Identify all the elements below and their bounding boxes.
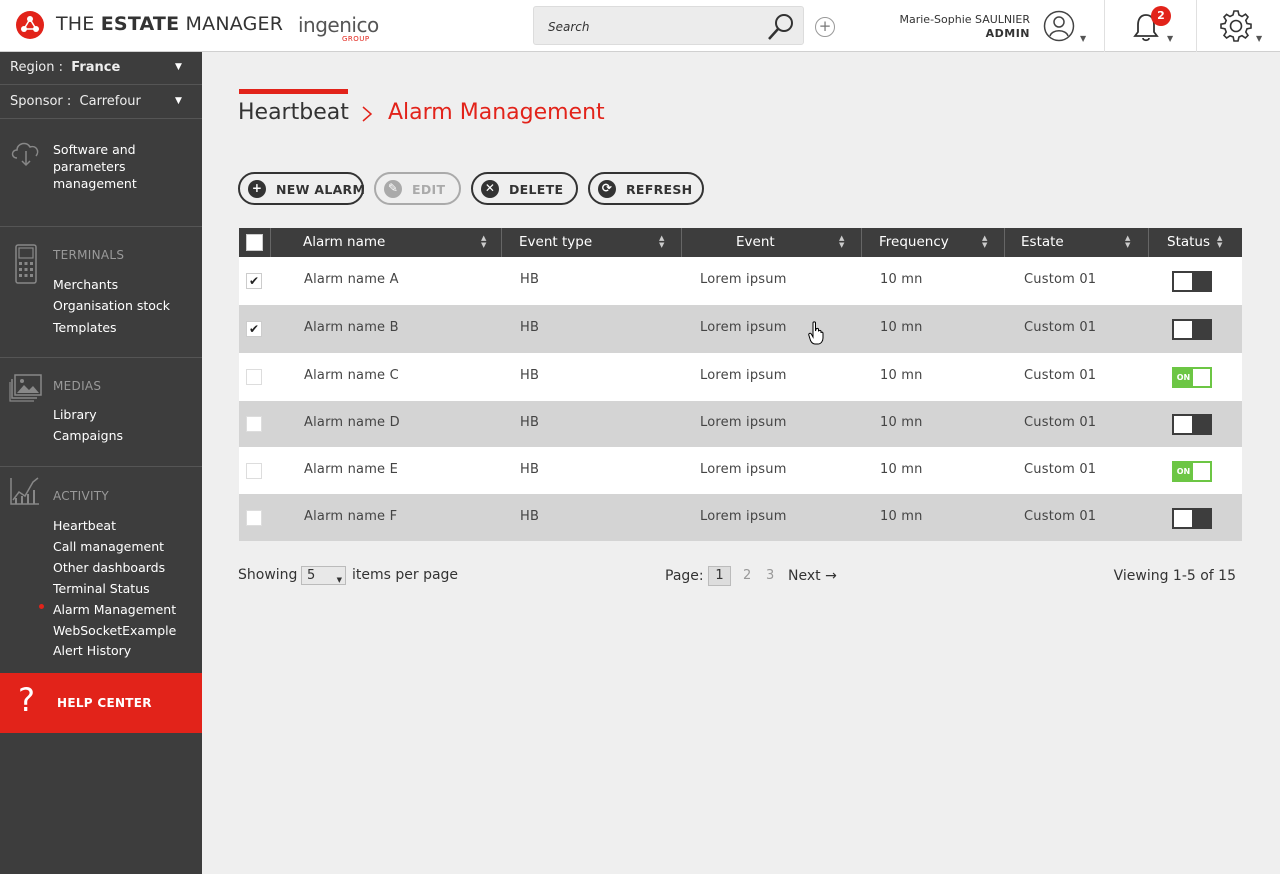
sidebar-item-terminal-status[interactable]: Terminal Status bbox=[53, 581, 150, 596]
delete-button[interactable] bbox=[471, 172, 578, 205]
next-page-button[interactable]: Next → bbox=[788, 568, 837, 584]
new-alarm-label: NEW ALARM bbox=[276, 182, 366, 197]
table-header bbox=[239, 228, 1242, 257]
status-toggle[interactable] bbox=[1172, 508, 1212, 529]
estate-manager-logo-icon bbox=[16, 11, 44, 39]
event-type-cell: HB bbox=[520, 272, 540, 287]
page-3-button[interactable]: 3 bbox=[766, 568, 775, 583]
row-checkbox[interactable]: ✔ bbox=[246, 273, 262, 289]
terminal-device-icon bbox=[14, 244, 38, 284]
event-type-cell: HB bbox=[520, 462, 540, 477]
activity-chart-icon bbox=[9, 476, 41, 506]
viewing-range: Viewing 1-5 of 15 bbox=[1113, 568, 1236, 584]
page-title: Alarm Management bbox=[388, 100, 605, 125]
sidebar bbox=[0, 52, 202, 874]
status-toggle[interactable] bbox=[1172, 319, 1212, 340]
estate-cell: Custom 01 bbox=[1024, 368, 1097, 383]
terminals-section bbox=[0, 228, 202, 358]
sort-icon: ▲ ▼ bbox=[1217, 234, 1223, 249]
activity-section bbox=[0, 468, 202, 672]
search-input[interactable] bbox=[548, 17, 758, 37]
medias-title: MEDIAS bbox=[53, 379, 102, 393]
sidebar-item-campaigns[interactable]: Campaigns bbox=[53, 428, 124, 443]
sidebar-item-organisation-stock[interactable]: Organisation stock bbox=[53, 298, 171, 313]
event-type-cell: HB bbox=[520, 320, 540, 335]
medias-section bbox=[0, 359, 202, 467]
table-row[interactable] bbox=[239, 305, 1242, 353]
sidebar-item-merchants[interactable]: Merchants bbox=[53, 277, 119, 292]
toggle-on-label: ON bbox=[1174, 463, 1193, 480]
search-box bbox=[533, 6, 804, 45]
sort-icon: ▲ ▼ bbox=[1125, 234, 1131, 249]
user-avatar-icon[interactable] bbox=[1043, 10, 1075, 42]
event-cell: Lorem ipsum bbox=[700, 415, 787, 430]
edit-label: EDIT bbox=[412, 182, 446, 197]
sort-icon: ▲ ▼ bbox=[839, 234, 845, 249]
sidebar-item-alarm-management[interactable]: Alarm Management bbox=[53, 602, 177, 617]
sort-icon: ▲ ▼ bbox=[481, 234, 487, 249]
frequency-cell: 10 mn bbox=[880, 509, 923, 524]
frequency-cell: 10 mn bbox=[880, 415, 923, 430]
brand-suffix: MANAGER bbox=[185, 13, 284, 35]
alarm-name-cell: Alarm name F bbox=[304, 509, 398, 524]
sponsor-selector[interactable] bbox=[0, 86, 202, 119]
software-section bbox=[0, 120, 202, 227]
status-toggle[interactable] bbox=[1172, 461, 1212, 482]
header-divider bbox=[1104, 0, 1105, 52]
row-checkbox[interactable] bbox=[246, 369, 262, 385]
delete-label: DELETE bbox=[509, 182, 564, 197]
breadcrumb-parent[interactable]: Heartbeat bbox=[238, 100, 349, 125]
column-label: Event type bbox=[519, 234, 593, 250]
active-indicator bbox=[39, 604, 44, 609]
estate-cell: Custom 01 bbox=[1024, 320, 1097, 335]
add-icon[interactable]: + bbox=[815, 17, 835, 37]
partner-logo-sub: GROUP bbox=[342, 35, 370, 43]
select-all-checkbox[interactable] bbox=[246, 234, 263, 251]
help-center-button[interactable] bbox=[0, 673, 202, 733]
showing-label: Showing bbox=[238, 567, 298, 583]
alarm-name-cell: Alarm name D bbox=[304, 415, 400, 430]
region-selector[interactable] bbox=[0, 52, 202, 85]
search-icon[interactable] bbox=[766, 12, 796, 42]
column-label: Frequency bbox=[879, 234, 949, 250]
estate-cell: Custom 01 bbox=[1024, 415, 1097, 430]
frequency-cell: 10 mn bbox=[880, 272, 923, 287]
table-row[interactable] bbox=[239, 257, 1242, 305]
app-title bbox=[56, 13, 283, 35]
chevron-down-icon: ▼ bbox=[175, 62, 182, 72]
column-status[interactable] bbox=[1149, 228, 1242, 257]
sidebar-item-library[interactable]: Library bbox=[53, 407, 97, 422]
breadcrumb-chevron-icon bbox=[360, 104, 374, 124]
close-circle-icon: ✕ bbox=[481, 180, 499, 198]
refresh-icon: ⟳ bbox=[598, 180, 616, 198]
column-event-type[interactable] bbox=[502, 228, 682, 257]
frequency-cell: 10 mn bbox=[880, 320, 923, 335]
event-type-cell: HB bbox=[520, 509, 540, 524]
sponsor-label: Sponsor : Carrefour bbox=[10, 94, 141, 109]
column-event[interactable] bbox=[682, 228, 862, 257]
gear-icon[interactable] bbox=[1219, 9, 1253, 43]
page-1-button[interactable]: 1 bbox=[708, 566, 731, 586]
region-label: Region : France bbox=[10, 60, 121, 75]
table-row[interactable] bbox=[239, 353, 1242, 401]
toggle-knob bbox=[1174, 273, 1192, 290]
top-header bbox=[0, 0, 1280, 52]
per-page-value: 5 bbox=[307, 568, 316, 583]
column-label: Status bbox=[1167, 234, 1211, 250]
sort-icon: ▲ ▼ bbox=[982, 234, 988, 249]
header-divider bbox=[1196, 0, 1197, 52]
user-name: Marie-Sophie SAULNIER bbox=[899, 13, 1030, 26]
user-role: ADMIN bbox=[985, 27, 1030, 40]
column-label: Alarm name bbox=[303, 234, 386, 250]
row-checkbox[interactable]: ✔ bbox=[246, 321, 262, 337]
event-type-cell: HB bbox=[520, 368, 540, 383]
sidebar-item-call-management[interactable]: Call management bbox=[53, 539, 165, 554]
cloud-download-icon bbox=[9, 138, 43, 168]
image-gallery-icon bbox=[9, 373, 43, 403]
status-toggle[interactable] bbox=[1172, 414, 1212, 435]
question-icon: ? bbox=[18, 681, 35, 719]
table-row[interactable] bbox=[239, 494, 1242, 541]
brand-prefix: THE bbox=[56, 13, 95, 35]
column-label: Event bbox=[736, 234, 775, 250]
table-row[interactable] bbox=[239, 401, 1242, 447]
brand-bold: ESTATE bbox=[100, 13, 180, 35]
notification-badge: 2 bbox=[1151, 6, 1171, 26]
region-value: France bbox=[71, 60, 121, 75]
help-center-label: HELP CENTER bbox=[57, 696, 152, 710]
column-estate[interactable] bbox=[1005, 228, 1149, 257]
toggle-knob bbox=[1174, 321, 1192, 338]
event-cell: Lorem ipsum bbox=[700, 462, 787, 477]
table-row[interactable] bbox=[239, 447, 1242, 494]
sort-icon: ▲ ▼ bbox=[659, 234, 665, 249]
alarm-name-cell: Alarm name B bbox=[304, 320, 399, 335]
alarm-name-cell: Alarm name E bbox=[304, 462, 398, 477]
plus-circle-icon: + bbox=[248, 180, 266, 198]
sidebar-item-other-dashboards[interactable]: Other dashboards bbox=[53, 560, 166, 575]
event-cell: Lorem ipsum bbox=[700, 272, 787, 287]
chevron-down-icon: ▼ bbox=[175, 96, 182, 106]
alarm-name-cell: Alarm name C bbox=[304, 368, 399, 383]
refresh-label: REFRESH bbox=[626, 182, 693, 197]
event-cell: Lorem ipsum bbox=[700, 509, 787, 524]
row-checkbox[interactable] bbox=[246, 416, 262, 432]
toggle-knob bbox=[1174, 510, 1192, 527]
sidebar-item-alert-history[interactable]: Alert History bbox=[53, 643, 132, 658]
estate-cell: Custom 01 bbox=[1024, 272, 1097, 287]
estate-cell: Custom 01 bbox=[1024, 462, 1097, 477]
status-toggle[interactable] bbox=[1172, 271, 1212, 292]
row-checkbox[interactable] bbox=[246, 510, 262, 526]
hand-cursor-icon bbox=[808, 321, 824, 345]
event-cell: Lorem ipsum bbox=[700, 368, 787, 383]
page-label: Page: bbox=[665, 568, 704, 584]
frequency-cell: 10 mn bbox=[880, 368, 923, 383]
sidebar-item-websocket-example[interactable]: WebSocketExample bbox=[53, 623, 177, 638]
items-per-page-label: items per page bbox=[352, 567, 459, 583]
terminals-title: TERMINALS bbox=[53, 248, 125, 262]
row-checkbox[interactable] bbox=[246, 463, 262, 479]
refresh-button[interactable] bbox=[588, 172, 704, 205]
partner-logo: ingenico bbox=[298, 13, 379, 37]
pencil-icon: ✎ bbox=[384, 180, 402, 198]
column-alarm-name[interactable] bbox=[271, 228, 502, 257]
sidebar-item-heartbeat[interactable]: Heartbeat bbox=[53, 518, 116, 533]
per-page-select[interactable] bbox=[301, 566, 346, 585]
alarm-name-cell: Alarm name A bbox=[304, 272, 399, 287]
sidebar-item-software[interactable]: Software and parameters management bbox=[53, 142, 137, 191]
sidebar-item-templates[interactable]: Templates bbox=[53, 320, 117, 335]
frequency-cell: 10 mn bbox=[880, 462, 923, 477]
title-accent-bar bbox=[239, 89, 348, 94]
chevron-down-icon: ▼ bbox=[336, 576, 342, 584]
toggle-knob bbox=[1174, 416, 1192, 433]
column-label: Estate bbox=[1021, 234, 1064, 250]
notification-caret-icon[interactable]: ▼ bbox=[1167, 34, 1174, 43]
estate-cell: Custom 01 bbox=[1024, 509, 1097, 524]
toggle-on-label: ON bbox=[1174, 369, 1193, 386]
sponsor-value: Carrefour bbox=[79, 94, 141, 109]
settings-caret-icon[interactable]: ▼ bbox=[1256, 34, 1263, 43]
page-2-button[interactable]: 2 bbox=[743, 568, 752, 583]
status-toggle[interactable] bbox=[1172, 367, 1212, 388]
activity-title: ACTIVITY bbox=[53, 489, 110, 503]
edit-button[interactable] bbox=[374, 172, 461, 205]
new-alarm-button[interactable] bbox=[238, 172, 364, 205]
column-frequency[interactable] bbox=[862, 228, 1005, 257]
user-menu-caret-icon[interactable]: ▼ bbox=[1080, 34, 1087, 43]
event-type-cell: HB bbox=[520, 415, 540, 430]
select-all-column bbox=[239, 228, 271, 257]
event-cell: Lorem ipsum bbox=[700, 320, 787, 335]
